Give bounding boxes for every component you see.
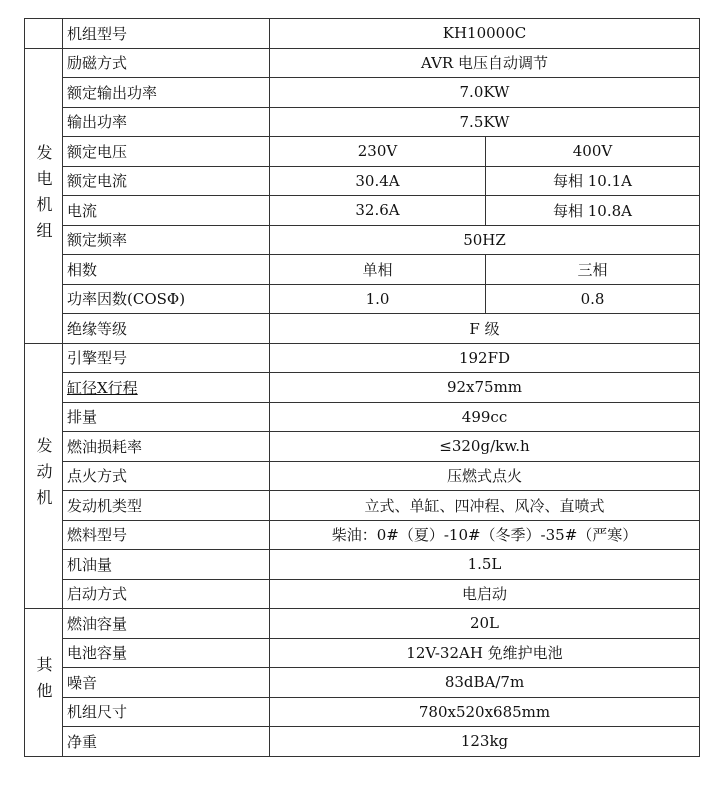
insulation-label: 绝缘等级 — [63, 314, 270, 344]
size-label: 机组尺寸 — [63, 697, 270, 727]
ignition-value: 压燃式点火 — [270, 461, 700, 491]
engine-type-label: 发动机类型 — [63, 491, 270, 521]
bore-stroke-label: 缸径X行程 — [63, 373, 270, 403]
table-row — [25, 137, 700, 167]
bore-stroke-value: 92x75mm — [270, 373, 700, 403]
table-row — [25, 225, 700, 255]
rated-voltage-three: 400V — [486, 137, 700, 167]
power-factor-label: 功率因数(COSΦ) — [63, 284, 270, 314]
excitation-label: 励磁方式 — [63, 48, 270, 78]
engine-group-label: 发动机 — [25, 343, 63, 609]
table-row — [25, 196, 700, 226]
fuel-type-value: 柴油：0#（夏）-10#（冬季）-35#（严寒） — [270, 520, 700, 550]
rated-current-single: 30.4A — [270, 166, 486, 196]
table-row — [25, 550, 700, 580]
battery-value: 12V-32AH 免维护电池 — [270, 638, 700, 668]
table-row — [25, 432, 700, 462]
displacement-value: 499cc — [270, 402, 700, 432]
weight-label: 净重 — [63, 727, 270, 757]
displacement-label: 排量 — [63, 402, 270, 432]
current-three: 每相 10.8A — [486, 196, 700, 226]
rated-power-label: 额定输出功率 — [63, 78, 270, 108]
oil-label: 机油量 — [63, 550, 270, 580]
excitation-value: AVR 电压自动调节 — [270, 48, 700, 78]
rated-voltage-label: 额定电压 — [63, 137, 270, 167]
start-label: 启动方式 — [63, 579, 270, 609]
phases-label: 相数 — [63, 255, 270, 285]
table-row — [25, 520, 700, 550]
ignition-label: 点火方式 — [63, 461, 270, 491]
oil-value: 1.5L — [270, 550, 700, 580]
spec-table — [24, 18, 700, 757]
fuel-consumption-value: ≤320g/kw.h — [270, 432, 700, 462]
power-factor-single: 1.0 — [270, 284, 486, 314]
table-row — [25, 697, 700, 727]
fuel-consumption-label: 燃油损耗率 — [63, 432, 270, 462]
engine-type-value: 立式、单缸、四冲程、风冷、直喷式 — [270, 491, 700, 521]
table-row — [25, 166, 700, 196]
frequency-label: 额定频率 — [63, 225, 270, 255]
engine-model-label: 引擎型号 — [63, 343, 270, 373]
table-row — [25, 343, 700, 373]
noise-value: 83dBA/7m — [270, 668, 700, 698]
rated-voltage-single: 230V — [270, 137, 486, 167]
table-row — [25, 373, 700, 403]
other-group-label: 其他 — [25, 609, 63, 757]
battery-label: 电池容量 — [63, 638, 270, 668]
table-row — [25, 461, 700, 491]
tank-label: 燃油容量 — [63, 609, 270, 639]
tank-value: 20L — [270, 609, 700, 639]
engine-model-value: 192FD — [270, 343, 700, 373]
insulation-value: F 级 — [270, 314, 700, 344]
table-row — [25, 19, 700, 49]
rated-current-label: 额定电流 — [63, 166, 270, 196]
table-row — [25, 668, 700, 698]
table-row — [25, 491, 700, 521]
table-row — [25, 402, 700, 432]
rated-current-three: 每相 10.1A — [486, 166, 700, 196]
start-value: 电启动 — [270, 579, 700, 609]
table-row — [25, 284, 700, 314]
model-label: 机组型号 — [63, 19, 270, 49]
output-power-label: 输出功率 — [63, 107, 270, 137]
table-row — [25, 609, 700, 639]
noise-label: 噪音 — [63, 668, 270, 698]
table-row — [25, 255, 700, 285]
weight-value: 123kg — [270, 727, 700, 757]
current-single: 32.6A — [270, 196, 486, 226]
fuel-type-label: 燃料型号 — [63, 520, 270, 550]
output-power-value: 7.5KW — [270, 107, 700, 137]
table-row — [25, 78, 700, 108]
table-row — [25, 48, 700, 78]
table-row — [25, 579, 700, 609]
model-value: KH10000C — [270, 19, 700, 49]
power-factor-three: 0.8 — [486, 284, 700, 314]
table-row — [25, 638, 700, 668]
generator-group-label: 发电机组 — [25, 48, 63, 343]
frequency-value: 50HZ — [270, 225, 700, 255]
table-row — [25, 727, 700, 757]
table-row — [25, 107, 700, 137]
phases-single: 单相 — [270, 255, 486, 285]
size-value: 780x520x685mm — [270, 697, 700, 727]
rated-power-value: 7.0KW — [270, 78, 700, 108]
table-row — [25, 314, 700, 344]
current-label: 电流 — [63, 196, 270, 226]
phases-three: 三相 — [486, 255, 700, 285]
